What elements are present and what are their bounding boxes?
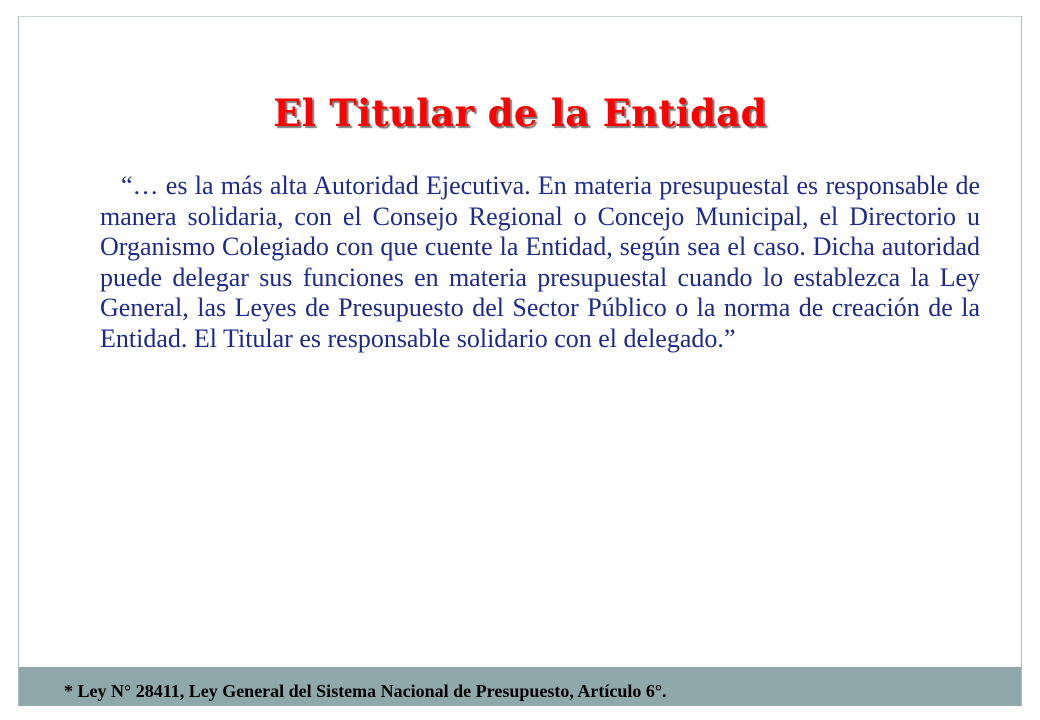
footer-citation: * Ley N° 28411, Ley General del Sistema Nacional de Presupuesto, Artículo 6°. <box>64 681 667 701</box>
slide-title: El Titular de la Entidad <box>273 91 767 135</box>
slide-body-quote: “… es la más alta Autoridad Ejecutiva. En materia presupuestal es responsable de manera solidaria, con el Consejo Regional o Concejo Municipal, el Directorio u Organismo Colegiado con que cuente la Entidad, según sea el caso. Dicha autoridad puede delegar sus funciones en materia presupuestal cuando lo establezca la Ley General, las Leyes de Presupuesto del Sector Público o la norma de creación de la Entidad. El Titular es responsable solidario con el delegado.” <box>100 171 980 353</box>
